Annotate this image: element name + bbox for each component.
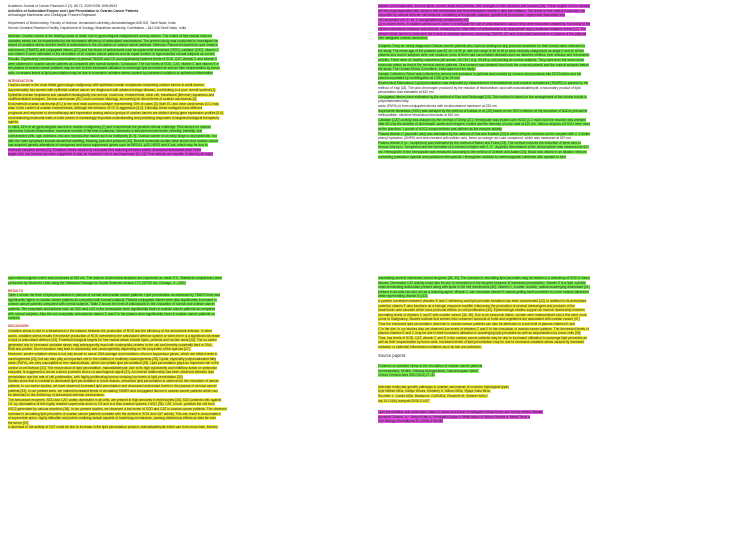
affiliation-text: Department of Biochemistry, Faculty of Science, Annamalai University, Annamalainagar-608 002, Tamil Nadu, India [8,21,176,26]
introduction-continued-line-text: various interactions between antioxidants, measuring the total effect of antioxidants is an appropriate way to evaluate oxidative stress [17]. The [378,26,587,31]
discussion-line-text: Studies show that in contrast to decreased lipid peroxidation in tumor tissues, enhanced lipid peroxidation is observed in the circulation of cancer [8,379,219,384]
discussion-line-text: peroxidation and the rate of cell proliferation, with highly proliferating tumors showing low levels of lipid peroxidation [32]. [8,374,184,379]
introduction-continued-line-text: classes of biomolecules, such as lipids, nucleic acids and proteins, with changes in their structure and function [15]. These targets of free radicals [378,4,590,8]
discussion-continued-line-text: plasma vitamins E and C may be due to their increased utilization in scavenging lipid peroxides as well as sequestration by tumor cells [39]. [378,331,582,336]
abstract-line-text: and vitamin E were estimated in the circulation of 40 ovarian cancer patients and an equal number of age-matched normal subjects as control. [8,52,216,57]
discussion-continued-line-text: potential, vitamin E also functions as a biologic response modifier influencing the production of several messengers and products of the [378,303,576,308]
abstract-line-text: were observed in ovarian cancer patients as compared with normal subjects. Conclusion: The low levels of SOD, CAT, vitamin C and vitamin E in [8,61,220,66]
page-quadrant-1 [8,4,363,272]
methods-line-text: Sample Collection: Blood was collected by venous vein puncture in patients and controls by venous arm punctures into EDTA tubes and the [378,71,582,76]
discussion-line-text: acids (PUFA), are very susceptible to free radical attack, which can initiate lipid peroxidation [29]. Lipid peroxidation plays an important role in the [8,361,220,366]
discussion-line-text: words, oxidative stress results if excessive production of ROS overwhelms the antioxidant defense system or when there is a significant decrease [8,333,221,338]
discussion-continued-line-text: inactivating several membrane bound enzymes [38, 39]. The increase in circulating lipid peroxides may be related to a deficiency of SOD in tumor [378,276,591,280]
source-papers-title: Source papers: [378,353,407,358]
abstract-line-text: oxidative stress can be exacerbated by the decreased efficiency of antioxidant mechanisms. The present study was conducted to investigate the [8,38,219,43]
introduction-line-text: target cells and tissues has been suggested to play an important role in carcinogenesis [12-14] Free radicals are capable of altering all major [8,152,213,157]
discussion-line-text: the tumor [37]. [8,420,30,425]
discussion-line-text: enzymes, is suggested to act as a tumor promoter and a co-carcinogenic agent [31]. An inverse relationship has been observed between lipid [8,370,214,375]
abstract-line-text: Abstract: Ovarian cancer is the leading cause of death due to gynecological malignancies among women. The extent of free radical induced [8,33,212,38]
methods-line-text: patients and control subjects were non smokers; none of them had concomitant diseases such as diabetes mellitus, liver disease and rheumatoid [378,53,590,58]
methods-line-text: polyunsaturated fatty [378,99,409,104]
discussion-line-text: A decrease in the activity of CAT could be due to increase in the lipid peroxidation product, malondialdehyde which can form cross links, thereby [8,425,218,430]
source-paper-line-text: Cell Biology International 30 (2006) 376e380 [378,419,444,424]
introduction-line-text: agents. [8,120,19,125]
page-quadrant-2 [378,4,733,272]
introduction-line-text: carcinoma include inflammation, excessive number of life time ovulations, increases in steroid hormone levels, heredity, infertility, oral [8,129,203,134]
introduction-line-text: later the main symptoms include abdominal swelling, bloating, pain and pressure [10]. Recent molecular studies have shown that ovarian cancer [8,138,219,143]
methods-line-text: Plasma vitamin E (α - tocopherol) was estimated by the method of Baker and Frank [23]. The method involves the reduction of ferric ions to [378,140,581,145]
page-quadrant-3 [8,276,363,548]
discussion-heading-text: DISCUSSION [8,324,29,329]
introduction-line-text: prognosis and response to chemotherapy and expression among various groups of ovarian tumors are distinct during gene expression profiles [5,6]. [8,110,224,115]
results-line-text: with normal subjects. Also the non-enzymatic antioxidants vitamin C and E in the plasma were significantly lower in ovarian cancer patients vs. [8,311,216,316]
methods-line-text: after 60 s by the addition of dichromate–acetic acid reagent; cooled and the intensity of color read at 620 nm. Various aliquots of H2O2 were used [378,122,591,127]
methods-line-text: arthritis. There were 40 healthy volunteers (all women, 50.78±7.8 yr, 35-65 yr old) serving as control subjects. They were from the same socio [378,58,585,63]
source-paper-line-text: Aymelek Gönenc, a,*, Derya Erten a, Sebahattin Aslan b, Melih Akinci b, Bülent Simsek a, Meral Torun a [378,414,530,419]
source-paper-line-text: Alternate molecular genetic pathways in ovarian carcinomas of common histological types [378,384,510,389]
methods-line-text: as the standard. 1 μmole of H2O2 consumed/min was defined as the enzyme activity. [378,126,503,131]
methods-line-text: methosulfate- nitroblue tetrazolium formazan at 520 nm. [378,113,460,118]
results-line-text: significantly higher in ovarian cancer patients as compared with normal subjects. Plasma conjugated dienes were also significantly increased in [8,297,217,302]
introduction-line-text: Endometrioid ovarian carcinoma (EC) is the next most common subtype representing 15% of cases [3]. Both EC and clear carcinomas (CC) may [8,101,219,106]
methods-line-text: containing potassium cyanide and potassium ferricyanide. Hemoglobin oxidized to methemoglobin combines with cyanide to form [378,154,567,159]
discussion-continued-line-text: well as their sequestration by tumor cells. Increased levels of lipid peroxidation may be due to excessive oxidative stress caused by increased [378,340,585,345]
introduction-heading-text: INTRODUCTION [8,78,34,83]
discussion-line-text: increase in circulating lipid peroxides of ovarian cancer patients correlate with the decline in SOD and CAT activity. This can result in accumulation [8,411,221,416]
discussion-line-text: control of cell division [31]. The end product of lipid peroxidation, malondialdehyde, due to its high cytotoxicity and inhibitory action on protective [8,365,218,370]
methods-line-text: phenyl hydrazine (DNPH) and when treated with sulfuric acid, forms an orange red color compound, which was measured at 520 nm. [378,136,572,141]
discussion-continued-line-text: circulating levels of vitamins C and E with ovarian cancer [45, 46]. Due to an economic status, women were malnourished and a few were more [378,312,587,317]
introduction-continued-line-text: Up to recent times, in studies carried out in order to investigate the role of antioxidants in cancer, they were measured separately, but owing to the [378,22,591,27]
journal-citation-text: Academic Journal of Cancer Research 2 (2): 68-72, 2009 ISSN 1995-8943 [8,4,117,8]
results-line-text: ovarian cancer patients compared with normal subjects. Table 2 shows the level of antioxidants in the circulation of normal and ovarian cancer [8,302,215,307]
discussion-line-text: Moreover, severe oxidative stress is not only known to cause DNA damage and mutations of tumor suppressor genes, which are initial events in [8,351,218,356]
article-authors-text: Arthachagar Manimaran and Chellappan Praveen Rajeswari [8,13,96,18]
methods-continued-line-text: cyanmethemoglobin which was measured at 540 nm. The data for biochemical analyses are expressed as mean S.D. Statistical comparisons were [8,276,222,280]
discussion-line-text: generated due to increased oxidative stress may subsequently react with nucleophilic centers in the cell and thereby covalently bind to DNA, [8,342,213,347]
page-quadrant-4 [378,276,733,548]
discussion-continued-line-text: present in all cells can also act as a reducing agent. Vitamin C can neutralise vitamin E radical getting itself converted to a free radical (ultraviolet [378,289,589,294]
discussion-continued-line-text: prone to malignancy. Studies indicate that women who consumer amounts of fruits and vegetables are associated with ovarian cancer [47] [378,317,580,322]
discussion-line-text: RNA and protein. Such reactions may lead to cytotoxicity and carcinogenicity depending on the properties of the species [27]. [8,347,191,352]
discussion-continued-line-text: Thus, low levels of SOD, CAT, vitamin C and E in the ovarian cancer patients may be due to increased utilization to scavenge lipid peroxides as [378,335,587,340]
introduction-continued-line-text: present study aimed to determine the extent of oxidative stress by measuring TBARS, CD and antioxidant parameters in plasma of the patients [378,31,587,36]
introduction-continued-line-text: are the polyunsaturated fatty acids in cell membranes and their interaction results in lipid peroxidation. The levels of free radical molecules are [378,8,585,13]
methods-line-text: Biochemical Estimations: Lipid peroxidation was estimated by measurement of thiobarbituric acid reactive substances (TBARS) in plasma by the [378,81,589,85]
abstract-line-text: extent of oxidative stress and the levels of antioxidants in the circulation of ovarian cancer patients. Methods: Plasma thiobarbituric acid reactive [8,43,218,48]
discussion-line [8,425,363,430]
methods-line-text: Subjects: Forty six newly diagnosed Ovarian cancer patients who had not undergone any previous treatment for their tumors were selected for [378,44,586,49]
discussion-continued-line-text: arachidonic acid cascade which have profound effects on cell proliferation [44]. Epidemiologic studies support an inverse relationship between [378,308,585,313]
methods-line-text: peroxidation was estimated at 532 nm. [378,90,435,95]
article-title-text: Activities of Antioxidant Enzyme and Lipid Peroxidation in Ovarian Cancer Patients [8,8,139,13]
introduction-line-text: Ovarian cancer is the most lethal gynecologic malignancy with epithelial ovarian neoplasms comprising ovarian tumors in adult women. [8,83,205,88]
abstract-line-text: the plasma of ovarian cancer patients may be due to their increased utilization to scavenge lipid peroxides as well as their sequestration by tumor [8,66,220,71]
source-paper-line-text: Kyle Willner MDa, Kaitlyn Wurzs, Kimberly H. Allison MDa, Vijaya Gallo MDa, [378,389,491,394]
introduction-line-text: has acquired genetic alterations of oncogenes and tumor suppressor genes such as BRCA1, p53, HER2 and K-ras, which may be due to [8,143,208,148]
discussion-line-text: be attributed to the deficiency of antioxidant defense mechanisms. [8,393,105,398]
methods-line-text: plasma separated by centrifugation at 1000 g for 15 min. [378,76,461,81]
results-line-text: patients. The enzymatic antioxidants such as SOD and CAT in the hemolysate were significantly lower in ovarian cancer patients as compared [8,307,216,312]
results-line-text: Table 1 shows the level of lipid peroxidation in plasma of normal and ovarian cancer patients. Lipid peroxidation as assessed by TBARS level was [8,293,221,298]
discussion-line-text: patients. In our earlier studies, we have observed increased lipid peroxidation and decreased antioxidant levels in the plasma of cervical cancer [8,384,217,389]
discussion-line-text: in lack of antioxidant defence [25]. Potential biological targets for free radical attack include lipids, proteins and nucleic acids [26]. The so-called [8,338,217,343]
methods-line-text: ferrous ions by α - tocopherol and the formation of a colored complex with 2, 2' - dipyridyl. Absorbance of the chromophore was measured at 520 [378,145,589,150]
methods-line-text: nm. Hemoglobin in the hemolysate was measured according to the method of Drabkin and Austin [24]. Blood was diluted in an alkaline medium [378,149,587,154]
introduction-line-text: chemical oxidative stress [11]. Oxidative stress caused by increased free radical generation and/or decreased antioxidant level in the [8,147,202,152]
introduction-line-text: contraceptive pills, age, asbestos, talc and reproductive factors such as multiparity [8, 9]. Ovarian cancer at an early stage is asymptomatic, but [8,133,217,138]
discussion-line-text: The antioxidant enzymes, SOD and CAT, widely distributed in all cells, are present in high amounts in erythrocytes [34]. SOD protects cells against [8,397,222,402]
discussion-continued-line-text: C in the diet. In our studies also we observed low levels of vitamins C and E in the circulation of ovarian cancer patients. The decreased levels of [378,326,589,331]
source-paper-line-text: Rochelle L. Garcia MDb, Barbara A. Goff MDa, Elizabeth M. Swisher MDa,* [378,394,489,399]
discussion-line-text: H2O2 generated by various reactions [36]. In our present studies, we observed a low levels of SOD and CAT in ovarian cancer patients. The observed [8,407,227,412]
methods-line-text: method of Yagi [18]. The pink chromogen produced by the reaction of thiobarbituric acid with malondialdehyde, a secondary product of lipid [378,85,581,90]
discussion-line-text: Oxidative stress is due to a disturbance in the balance between the production of ROS and the efficiency of the antioxidant defense. In other [8,328,213,333]
discussion-line-text: carcinogenesis [23], but can also play an important role in the initiation of multistep carcinogenesis [28]. Lipids, especially polyunsaturated fatty [8,356,217,361]
introduction-line-text: undifferentiated subtypes. Serous carcinomas (SC) most common histology, accounting for about thirds of ovarian carcinomas [2]. [8,97,198,102]
abstract-line-text: Results: Significantly increased concentrations of plasma TBARS and CD and significantly lowered levels of SOD, CAT, vitamin C and vitamin E [8,56,218,61]
paragraph-gap [378,428,733,432]
introduction-line-text: arise in the context of ovarian endometriosis, although the behavior of CC is aggressive [3,4]. Clinically, these subtypes have different [8,106,203,111]
discussion-line-text: patients [33]. In our present work, we noticed increased levels of circulating TBARS and conjugated dienes in ovarian cancer patients which can [8,388,218,393]
methods-line-text: economic status as that of the cervical cancer patients. Oral consent was obtained from both the cervical patients and the normal subjects before [378,62,590,67]
methods-line [378,155,733,160]
abstract-line-text: cells. Increased levels of lipid peroxidation may be due to excessive oxidative stress caused by increased oxidation or epithelial inflammation [8,70,214,75]
methods-line-text: the study. The Human Ethics Committee, India approved the study. [378,67,476,72]
introduction-line-text: Approximately two women with epithelial ovarian cancer are diagnosed with advanced-stage disease, contributing to a poor overall survival [1]. [8,88,217,92]
discussion-continued-line-text: A positive correlation between vitamins E and C deficiency and lipid peroxide formation has been documented [43]. In addition to its antioxidant [378,298,587,303]
discussion-continued-line-text: chain-terminating antioxidant present along with lipids in the cell membranes [40]. Vitamin C, a water- soluble, radical-scavenging antioxidant [41] [378,285,590,290]
discussion-continued-line-text: Thus the enhanced lipid peroxidation observed in ovarian cancer patients can also be attributed to a low level of plasma vitamins E and [378,321,576,326]
methods-line-text: Catalase (CAT) activity was assayed by the method of Sinha [21]. Hemolysate was treated with H2O2 (0.2 mol/l) and the reaction was arrested [378,117,587,122]
source-paper-line-text: doi:10.1016/j.humpath.2006.10.007 [378,398,430,403]
source-paper-line-text: Clinica Chimica Acta 339 (2004) 27–32 [378,373,435,378]
introduction-line-text: In India, 15% of all gynecological cancers is ovarian malignancy [7] and it represents the greatest clinical challenge. Risk factors for ovarian [8,124,211,129]
introduction-continued-line-text: controlled by various defense mechanisms, consisting of enzymatic catalase, glutathione peroxidase, superoxide dismutase and [378,13,565,18]
methods-line-text: Conjugated dienes were estimated by the method of Rao and Recknagel [19]. This method is based on the arrangement of the double bonds in [378,94,587,99]
introduction-continued-line-text: non-enzymatic (vit. E, vit. C and glutathione) components [16]. [378,17,469,22]
methods-line-text: Superoxide dismutase (SOD) was assayed by the method of Kakkar et al. [20] based on the 50% inhibition of the formation of NADH-phenazine [378,108,588,113]
introduction-line-text: Epithelial ovarian neoplasms sub classified histologically into serous, mucinous, endometrioid, clear cell, transitional (Brenner) squamous and [8,92,215,97]
results-heading-text: RESULTS [8,288,24,293]
abstract-line-text: substances (TBARS) and conjugated dienes (CD) and the levels of antioxidants such as superoxide dismutase (SOD), catalase (CAT), vitamin C [8,47,219,52]
discussion-continued-line-text: while regenerating vitamin E) [42]. [378,294,428,299]
source-paper-line-text: Kumaraswamy Senthil, Saharaj Aranganathan, Namasivayam Nalini° [378,368,479,373]
affiliation-text: Human Genetics Research Facility, Department of Zoology, Bharathiar university, Coimbatore – 641 046,Tamil Nadu, India [8,25,187,30]
introduction-line-text: Understanding molecular traits of solid tumors is increasingly important understanding and predicting responses to targeted biological therapeutic [8,115,220,120]
discussion-continued-line [378,345,733,350]
methods-continued-line-text: performed by Student's t-test using the Statistical Package for Social Sciences version 17.0 (SPSS Inc, Chicago, IL, USA). [8,280,187,285]
source-paper-line-text: Evidence of oxidative stress in the circulation of ovarian cancer patients [378,364,483,369]
methods-line-text: Plasma vitamin C (ascorbic acid) was estimated by the method of Roe and Kuether [22] in which dehydro ascorbic acid is coupled with 2, 4 dinitro [378,131,591,136]
source-paper-line-text: Lipid peroxidation and antioxidant status in blood and tissue of malignant breast tumor and benign breast disease [378,410,544,415]
discussion-line-text: of superoxide anion, highly diffusible and potent oxidizing radical capable of traversing membranes, causing deleterious effects at sites far from [8,416,217,421]
methods-line-text: the study. The mean age of the patients was 52.10 ± 6.90 yr, with the range of 35 to 65 yr were clinically categorized as stage II and III. All the [378,48,585,53]
discussion-line-text: O2- by dismutation of this highly reactive superoxide anion to O2 and to a less reactive species, H2O2 [35]. CAT, in turn, protects the cell from [8,402,215,407]
introduction-line [8,152,363,157]
discussion-continued-line-text: oxidation or epithelial inflammation initiators such as talc and asbestos. [378,344,482,349]
results-line-text: controls. [8,316,21,321]
introduction-continued-line-text: with malignant ovarian carcinoma. [378,36,428,41]
discussion-continued-line-text: tissues. Decreased CAT activity could also be due to exhaustion of the enzyme because of increased peroxidation. Vitamin E is a lipid -soluble, [378,280,587,285]
methods-line-text: acids (PUFA) to form conjugated dienes with an absorbance maximum at 233 nm. [378,103,498,108]
